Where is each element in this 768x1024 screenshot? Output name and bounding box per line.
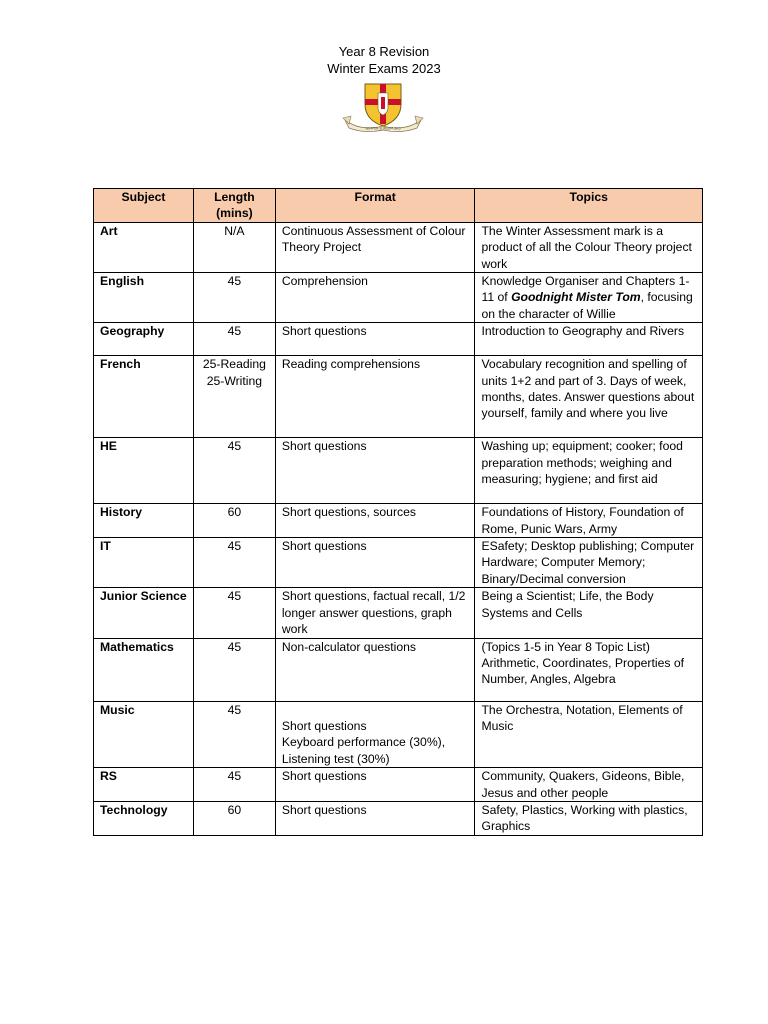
format-line: Short questions: [281, 769, 367, 784]
cell-length: [193, 588, 275, 638]
table-row: [94, 504, 703, 538]
table-row: [94, 701, 703, 768]
length-line: 45: [227, 324, 242, 339]
cell-topics: Vocabulary recognition and spelling of units 1+2 and part of 3. Days of week, months, dates. Answer questions about yourself, family and where you live: [475, 356, 703, 438]
table-row: [94, 273, 703, 323]
format-line: Short questions: [281, 539, 367, 554]
cell-format: [275, 538, 475, 588]
cell-subject: English: [94, 273, 194, 323]
page-header: [0, 43, 768, 77]
cell-subject: History: [94, 504, 194, 538]
cell-subject: Technology: [94, 801, 194, 835]
revision-table: [93, 188, 703, 836]
crest-motto: SEMPER·SURSUM·SEQ: [365, 126, 401, 131]
table-row: [94, 222, 703, 272]
cell-length: [193, 438, 275, 504]
cell-format: [275, 588, 475, 638]
cell-length: [193, 356, 275, 438]
table-row: [94, 588, 703, 638]
length-line: 60: [227, 802, 242, 817]
school-crest-logo: [341, 80, 425, 132]
book-title: Goodnight Mister Tom: [511, 290, 641, 305]
cell-topics: The Winter Assessment mark is a product of all the Colour Theory project work: [475, 222, 703, 272]
cell-format: [275, 801, 475, 835]
cell-topics: Being a Scientist; Life, the Body Systems and Cells: [475, 588, 703, 638]
cell-length: [193, 273, 275, 323]
topics-text: Knowledge Organiser and Chapters 1-11 of: [481, 274, 690, 305]
format-line: Reading comprehensions: [281, 357, 421, 372]
format-line: Short questions: [281, 718, 367, 733]
table-row: [94, 538, 703, 588]
column-header-topics: Topics: [475, 189, 703, 223]
length-line: 45: [227, 769, 242, 784]
cell-length: [193, 768, 275, 802]
cell-topics: (Topics 1-5 in Year 8 Topic List) Arithmetic, Coordinates, Properties of Number, Angles, Algebra: [475, 638, 703, 701]
length-line: 45: [227, 439, 242, 454]
cell-topics: Introduction to Geography and Rivers: [475, 323, 703, 356]
format-line: Short questions: [281, 439, 367, 454]
column-header-length: Length (mins): [193, 189, 275, 223]
cell-subject: IT: [94, 538, 194, 588]
cell-format: [275, 768, 475, 802]
table-row: [94, 438, 703, 504]
cell-subject: Art: [94, 222, 194, 272]
format-line: [282, 702, 469, 718]
page-title: Year 8 Revision: [338, 44, 430, 59]
length-line: 45: [227, 539, 242, 554]
cell-format: [275, 222, 475, 272]
length-line: N/A: [224, 223, 245, 238]
cell-topics: Washing up; equipment; cooker; food preparation methods; weighing and measuring; hygiene; and first aid: [475, 438, 703, 504]
cell-length: [193, 222, 275, 272]
table-body: [94, 222, 703, 835]
format-line: Short questions, factual recall, 1/2 longer answer questions, graph work: [281, 589, 466, 637]
cell-topics: Safety, Plastics, Working with plastics, Graphics: [475, 801, 703, 835]
format-line: Listening test (30%): [281, 751, 390, 766]
cell-length: [193, 538, 275, 588]
table-row: [94, 638, 703, 701]
cell-length: [193, 323, 275, 356]
cell-topics: Foundations of History, Foundation of Rome, Punic Wars, Army: [475, 504, 703, 538]
cell-subject: Music: [94, 701, 194, 768]
length-line: 60: [227, 505, 242, 520]
column-header-format: Format: [275, 189, 475, 223]
table-row: [94, 801, 703, 835]
length-line: 45: [227, 589, 242, 604]
cell-format: [275, 438, 475, 504]
page-subtitle: Winter Exams 2023: [327, 61, 441, 76]
format-line: Short questions, sources: [281, 505, 416, 520]
cell-length: [193, 801, 275, 835]
column-header-subject: Subject: [94, 189, 194, 223]
format-line: Short questions: [281, 324, 367, 339]
table-row: [94, 323, 703, 356]
cell-topics: Community, Quakers, Gideons, Bible, Jesus and other people: [475, 768, 703, 802]
length-line: 45: [227, 274, 242, 289]
cell-subject: HE: [94, 438, 194, 504]
table-row: [94, 356, 703, 438]
cell-format: [275, 356, 475, 438]
cell-subject: Geography: [94, 323, 194, 356]
cell-length: [193, 638, 275, 701]
cell-subject: RS: [94, 768, 194, 802]
length-line: 45: [227, 639, 242, 654]
cell-topics: [475, 273, 703, 323]
topics-text: , focusing on the character of Willie: [481, 290, 693, 321]
cell-subject: Junior Science: [94, 588, 194, 638]
table-header-row: [94, 189, 703, 223]
length-line: 45: [227, 702, 242, 717]
cell-topics: ESafety; Desktop publishing; Computer Hardware; Computer Memory; Binary/Decimal conversion: [475, 538, 703, 588]
cell-format: [275, 504, 475, 538]
cell-subject: Mathematics: [94, 638, 194, 701]
cell-topics: The Orchestra, Notation, Elements of Music: [475, 701, 703, 768]
format-line: Keyboard performance (30%),: [281, 735, 446, 750]
table-row: [94, 768, 703, 802]
cell-format: [275, 701, 475, 768]
cell-subject: French: [94, 356, 194, 438]
cell-format: [275, 273, 475, 323]
format-line: Continuous Assessment of Colour Theory Project: [281, 223, 466, 255]
length-line: 25-Writing: [206, 373, 263, 388]
cell-length: [193, 504, 275, 538]
cell-format: [275, 323, 475, 356]
format-line: Non-calculator questions: [281, 639, 416, 654]
length-line: 25-Reading: [202, 357, 266, 372]
cell-format: [275, 638, 475, 701]
format-line: Comprehension: [281, 274, 368, 289]
cell-length: [193, 701, 275, 768]
format-line: Short questions: [281, 802, 367, 817]
